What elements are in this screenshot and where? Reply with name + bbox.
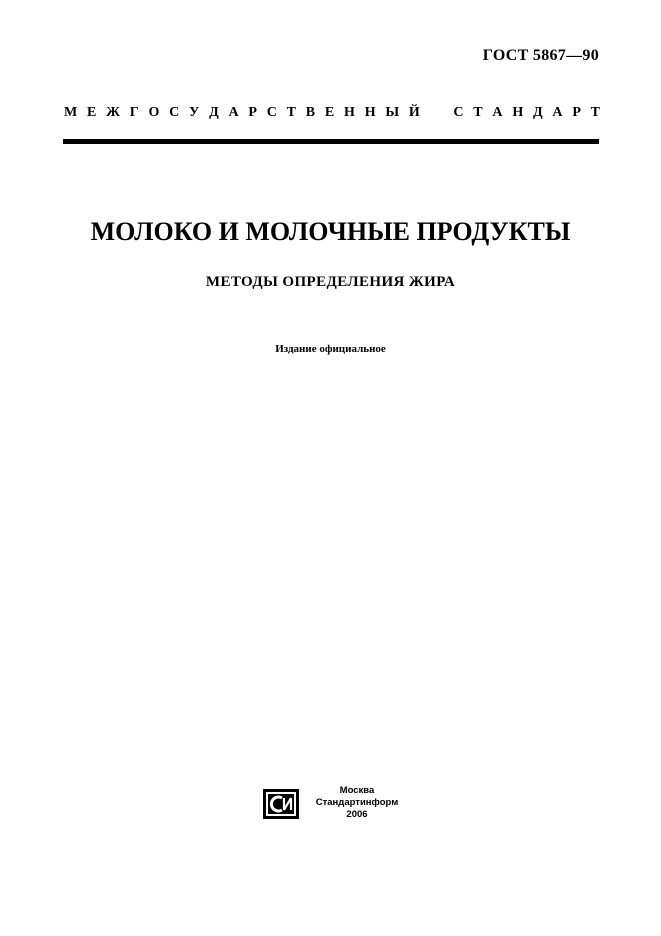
standartinform-logo-icon bbox=[263, 789, 299, 819]
document-number: ГОСТ 5867—90 bbox=[482, 47, 599, 64]
edition-note: Издание официальное bbox=[275, 343, 386, 355]
document-title: МОЛОКО И МОЛОЧНЫЕ ПРОДУКТЫ bbox=[90, 217, 571, 246]
heading-letter: Г bbox=[129, 105, 139, 120]
heading-letter: Р bbox=[572, 105, 581, 120]
header-rule bbox=[63, 139, 599, 144]
heading-letter: Р bbox=[248, 105, 257, 120]
heading-letter: Д bbox=[532, 105, 543, 120]
heading-letter: Е bbox=[324, 105, 335, 120]
heading-letter: В bbox=[305, 105, 316, 120]
heading-letter: У bbox=[189, 105, 200, 120]
heading-letter: Ы bbox=[385, 105, 400, 120]
heading-letter: Н bbox=[364, 105, 376, 120]
heading-letter: Е bbox=[87, 105, 97, 120]
standard-type-heading bbox=[64, 105, 600, 121]
heading-letter: Т bbox=[590, 105, 600, 120]
publisher-city: Москва bbox=[339, 785, 375, 796]
publisher-name: Стандартинформ bbox=[315, 797, 399, 808]
document-subtitle: МЕТОДЫ ОПРЕДЕЛЕНИЯ ЖИРА bbox=[205, 274, 456, 290]
word-gap bbox=[430, 105, 444, 121]
heading-letter: А bbox=[492, 105, 503, 120]
heading-letter: С bbox=[266, 105, 277, 120]
heading-letter: Н bbox=[344, 105, 355, 120]
heading-letter: Й bbox=[408, 105, 420, 120]
heading-letter: Ж bbox=[106, 105, 120, 120]
heading-letter: С bbox=[169, 105, 180, 120]
heading-letter: Т bbox=[473, 105, 483, 120]
heading-letter: М bbox=[64, 105, 78, 120]
heading-letter: А bbox=[228, 105, 239, 120]
publication-year: 2006 bbox=[346, 809, 368, 820]
heading-letter: А bbox=[552, 105, 563, 120]
heading-letter: Т bbox=[286, 105, 297, 120]
heading-letter: Н bbox=[512, 105, 524, 120]
heading-letter: Д bbox=[209, 105, 219, 120]
heading-letter: О bbox=[148, 105, 160, 120]
heading-letter: С bbox=[453, 105, 464, 120]
publisher-block bbox=[307, 785, 407, 821]
